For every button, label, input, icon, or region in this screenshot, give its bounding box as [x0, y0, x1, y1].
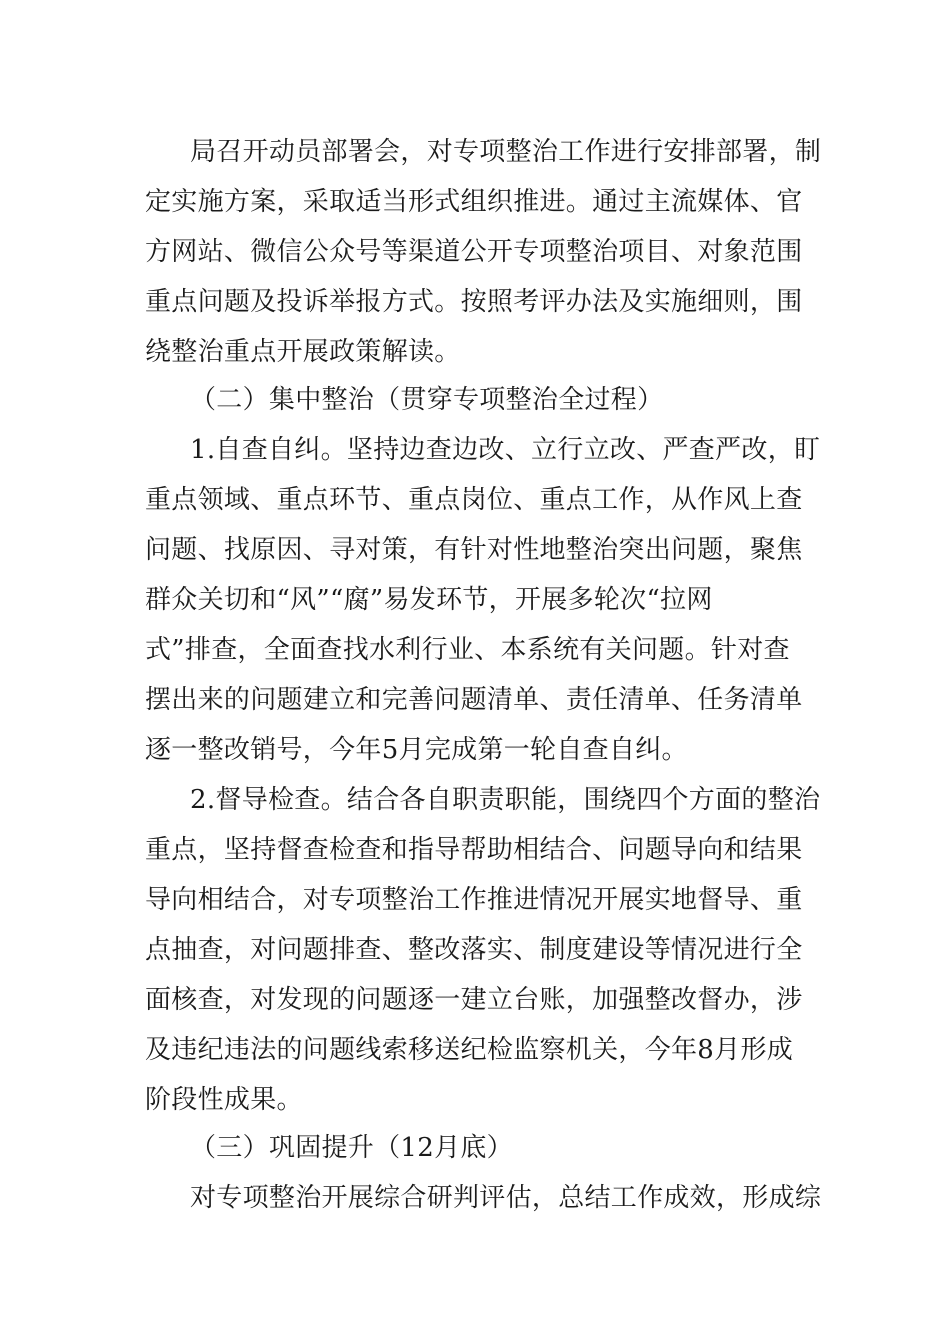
text-line: 对专项整治开展综合研判评估，总结工作成效，形成综: [190, 1183, 822, 1213]
text-line: 及违纪违法的问题线索移送纪检监察机关，今年8月形成: [145, 1035, 794, 1065]
text-line: 重点问题及投诉举报方式。按照考评办法及实施细则，围: [145, 287, 803, 317]
text-line: 局召开动员部署会，对专项整治工作进行安排部署，制: [190, 137, 822, 167]
text-line: 导向相结合，对专项整治工作推进情况开展实地督导、重: [145, 885, 803, 915]
text-line: 面核查，对发现的问题逐一建立台账，加强整改督办，涉: [145, 985, 803, 1015]
section-heading: （二）集中整治（贯穿专项整治全过程）: [190, 385, 664, 415]
text-line: 定实施方案，采取适当形式组织推进。通过主流媒体、官: [145, 187, 803, 217]
text-line: 式”排查，全面查找水利行业、本系统有关问题。针对查: [145, 635, 790, 665]
text-line: 阶段性成果。: [145, 1085, 303, 1115]
section-heading: （三）巩固提升（12月底）: [190, 1133, 513, 1163]
text-line: 重点，坚持督查检查和指导帮助相结合、问题导向和结果: [145, 835, 803, 865]
text-line: 绕整治重点开展政策解读。: [145, 337, 461, 367]
text-line: 重点领域、重点环节、重点岗位、重点工作，从作风上查: [145, 485, 803, 515]
text-line: 逐一整改销号，今年5月完成第一轮自查自纠。: [145, 735, 688, 765]
text-line: 点抽查，对问题排查、整改落实、制度建设等情况进行全: [145, 935, 803, 965]
text-line: 方网站、微信公众号等渠道公开专项整治项目、对象范围: [145, 237, 803, 267]
text-line: 1.自查自纠。坚持边查边改、立行立改、严查严改，盯: [190, 435, 821, 465]
text-line: 摆出来的问题建立和完善问题清单、责任清单、任务清单: [145, 685, 803, 715]
text-line: 问题、找原因、寻对策，有针对性地整治突出问题，聚焦: [145, 535, 803, 565]
text-line: 群众关切和“风”“腐”易发环节，开展多轮次“拉网: [145, 585, 713, 615]
text-line: 2.督导检查。结合各自职责职能，围绕四个方面的整治: [190, 785, 821, 815]
